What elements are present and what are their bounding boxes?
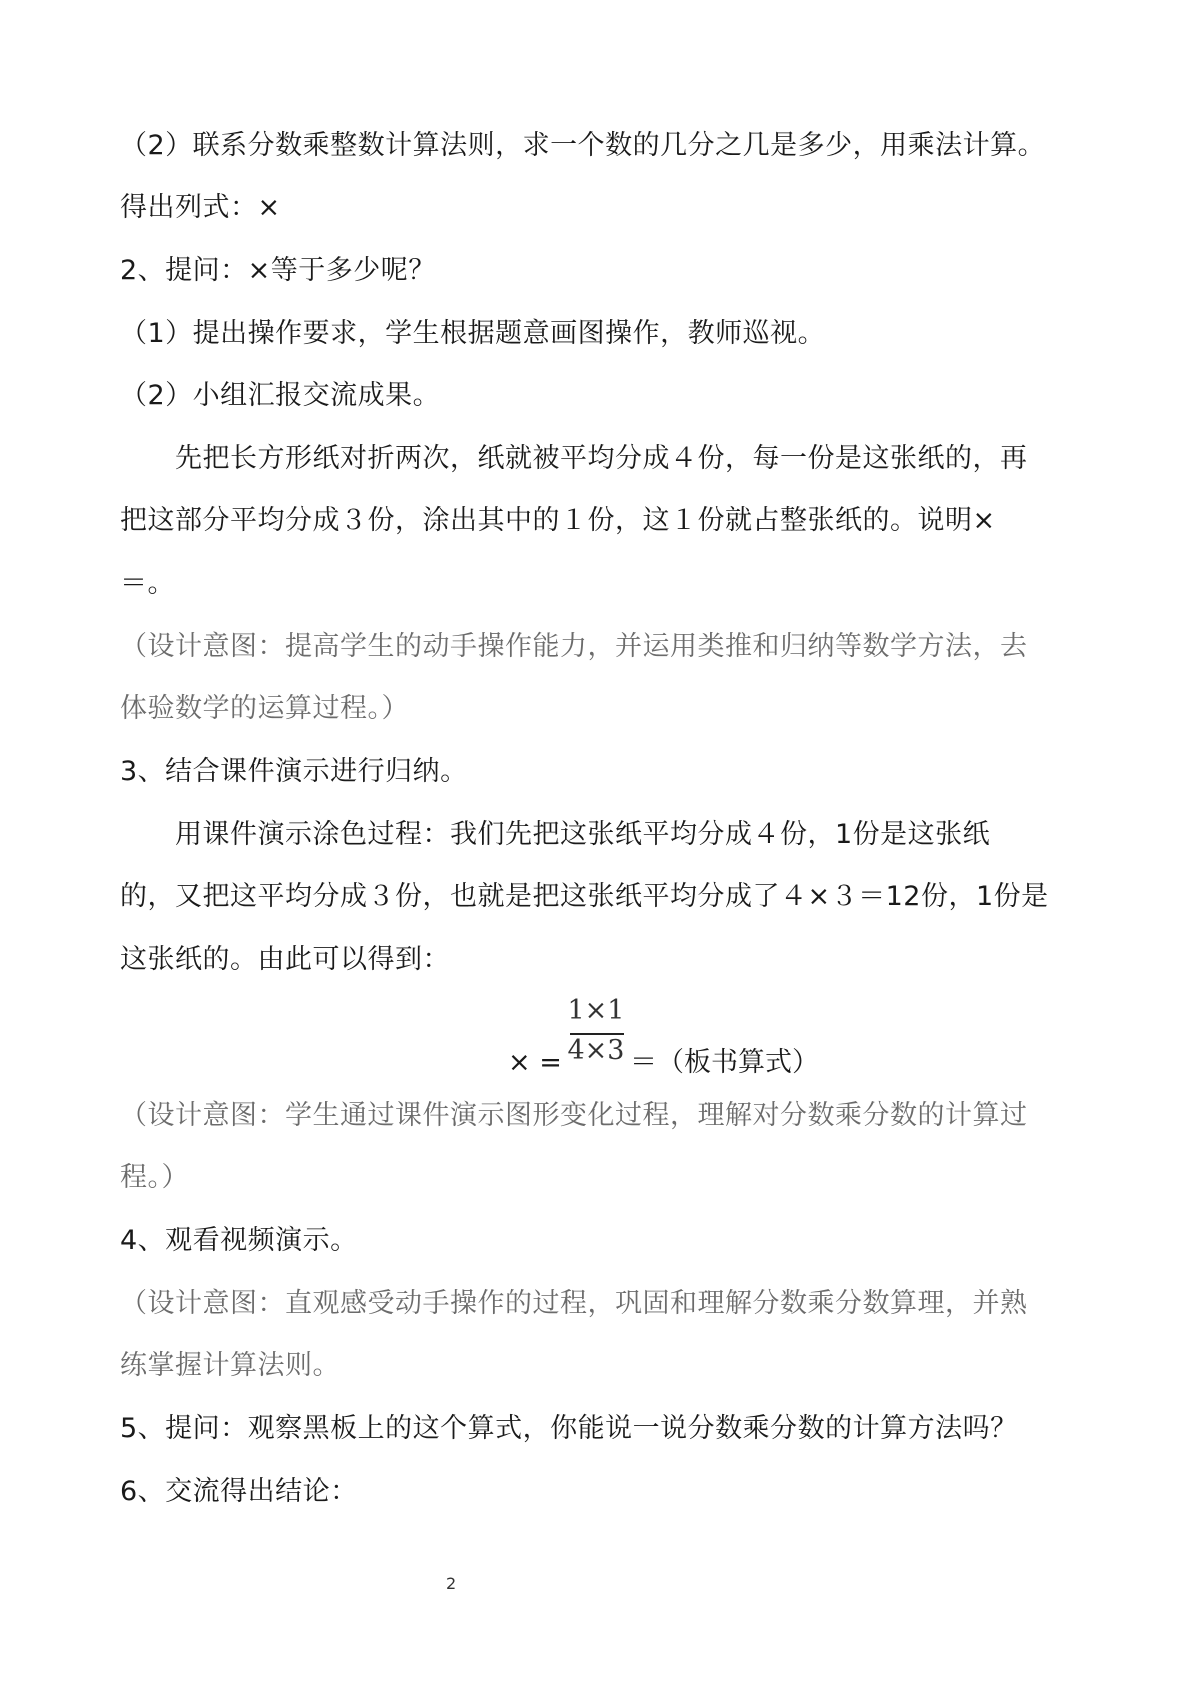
design-note-line: （设计意图：提高学生的动手操作能力，并运用类推和归纳等数学方法，去 (120, 631, 1028, 662)
paragraph-line: 6、交流得出结论： (120, 1476, 358, 1507)
formula-lhs: × = (508, 1047, 562, 1078)
paragraph-line: 把这部分平均分成３份，涂出其中的１份，这１份就占整张纸的。说明× (120, 505, 996, 536)
paragraph-line: 的，又把这平均分成３份，也就是把这张纸平均分成了４×３＝12份，1份是 (120, 881, 1049, 912)
design-note-line: 程。） (120, 1162, 189, 1193)
paragraph-line: 得出列式：× (120, 192, 281, 223)
design-note-line: 体验数学的运算过程。） (120, 693, 409, 724)
paragraph-line: （2）联系分数乘整数计算法则，求一个数的几分之几是多少，用乘法计算。 (120, 130, 1046, 161)
paragraph-line: 用课件演示涂色过程：我们先把这张纸平均分成４份，1份是这张纸 (175, 819, 991, 850)
paragraph-line: （2）小组汇报交流成果。 (120, 380, 441, 411)
paragraph-line: 4、观看视频演示。 (120, 1225, 358, 1256)
design-note-line: （设计意图：学生通过课件演示图形变化过程，理解对分数乘分数的计算过 (120, 1100, 1028, 1131)
paragraph-line: ＝。 (120, 568, 175, 599)
design-note-line: 练掌握计算法则。 (120, 1350, 340, 1381)
fraction-denominator: 4×3 (567, 1035, 625, 1066)
fraction-formula (508, 993, 928, 1083)
design-note-line: （设计意图：直观感受动手操作的过程，巩固和理解分数乘分数算理，并熟 (120, 1288, 1028, 1319)
paragraph-line: 这张纸的。由此可以得到： (120, 944, 450, 975)
paragraph-line: 5、提问：观察黑板上的这个算式，你能说一说分数乘分数的计算方法吗？ (120, 1413, 1018, 1444)
paragraph-line: 先把长方形纸对折两次，纸就被平均分成４份，每一份是这张纸的，再 (175, 443, 1028, 474)
paragraph-line: 2、提问：×等于多少呢？ (120, 255, 436, 286)
page-number: 2 (446, 1574, 457, 1593)
paragraph-line: 3、结合课件演示进行归纳。 (120, 756, 468, 787)
fraction-numerator: 1×1 (567, 995, 625, 1026)
formula-rhs: ＝（板书算式） (630, 1047, 819, 1078)
paragraph-line: （1）提出操作要求，学生根据题意画图操作，教师巡视。 (120, 318, 826, 349)
